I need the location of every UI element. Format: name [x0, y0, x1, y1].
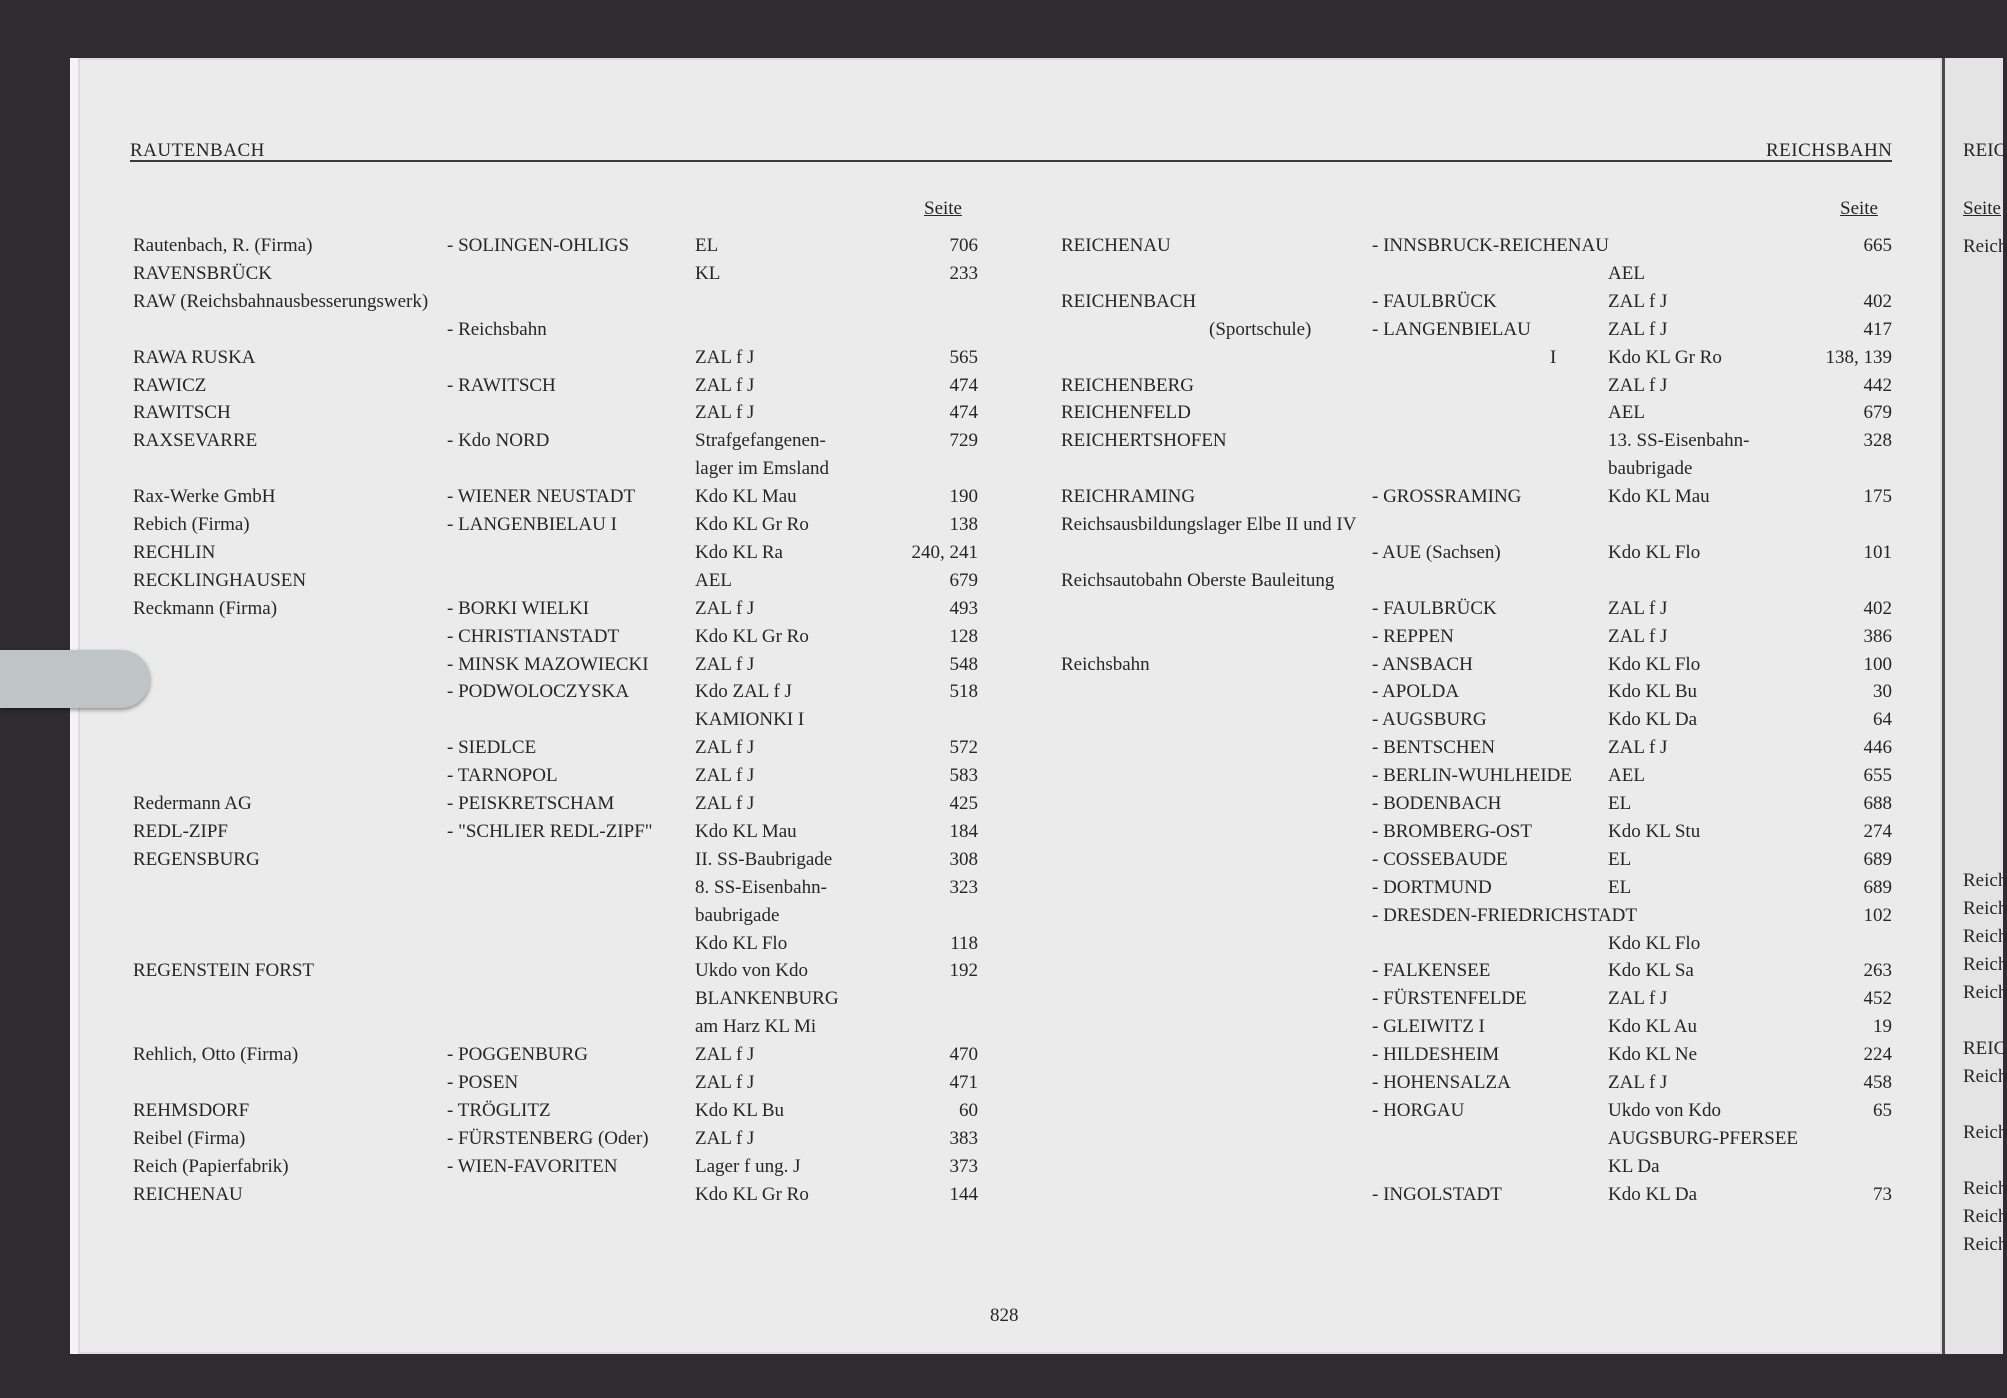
- entry-page: 144: [949, 1184, 978, 1205]
- entry-page: 452: [1863, 988, 1892, 1009]
- right-seite-label: Seite: [1840, 198, 1878, 219]
- entry-page: 518: [949, 681, 978, 702]
- entry-place: - DRESDEN-FRIEDRICHSTADT: [1372, 905, 1638, 926]
- page-number: 828: [990, 1305, 1019, 1326]
- entry-page: 224: [1863, 1044, 1892, 1065]
- running-header-right: REICHSBAHN: [1766, 140, 1893, 161]
- entry-place: - BENTSCHEN: [1372, 737, 1495, 758]
- entry-page: 308: [949, 849, 978, 870]
- entry-type: ZAL f J: [1608, 291, 1668, 312]
- entry-type: Kdo KL Stu: [1608, 821, 1701, 842]
- entry-name: Reibel (Firma): [133, 1128, 246, 1149]
- entry-type: ZAL f J: [695, 1128, 755, 1149]
- next-page-fragment: REIC: [1963, 1038, 2007, 1059]
- page-clip: [0, 650, 150, 708]
- entry-place: - WIEN-FAVORITEN: [447, 1156, 618, 1177]
- entry-place: - LANGENBIELAU: [1372, 319, 1531, 340]
- entry-type: ZAL f J: [695, 765, 755, 786]
- entry-name: Rehlich, Otto (Firma): [133, 1044, 299, 1065]
- next-page-header: REIC: [1963, 140, 2007, 161]
- entry-page: 729: [949, 430, 978, 451]
- next-page-fragment: Reich: [1963, 1206, 2007, 1227]
- entry-type: 8. SS-Eisenbahn-: [695, 877, 827, 898]
- entry-type: EL: [695, 235, 719, 256]
- entry-page: 417: [1863, 319, 1892, 340]
- entry-name: Reckmann (Firma): [133, 598, 278, 619]
- entry-place: - BROMBERG-OST: [1372, 821, 1532, 842]
- entry-type: AUGSBURG-PFERSEE: [1608, 1128, 1799, 1149]
- next-page-fragment: Reich: [1963, 898, 2007, 919]
- entry-type: ZAL f J: [695, 598, 755, 619]
- entry-name: Reich (Papierfabrik): [133, 1156, 289, 1177]
- entry-type: AEL: [1608, 263, 1645, 284]
- entry-name: REICHERTSHOFEN: [1061, 430, 1227, 451]
- entry-place: - SIEDLCE: [447, 737, 537, 758]
- next-page-fragment: Reich: [1963, 870, 2007, 891]
- entry-place: - FALKENSEE: [1372, 960, 1491, 981]
- entry-type: AEL: [1608, 402, 1645, 423]
- entry-type: KL Da: [1608, 1156, 1660, 1177]
- entry-type: Kdo KL Ne: [1608, 1044, 1697, 1065]
- entry-page: 689: [1863, 849, 1892, 870]
- entry-type: ZAL f J: [695, 375, 755, 396]
- next-page-fragment: Reich: [1963, 1234, 2007, 1255]
- entry-page: 30: [1873, 681, 1892, 702]
- entry-type: Kdo KL Sa: [1608, 960, 1694, 981]
- entry-place: - HORGAU: [1372, 1100, 1465, 1121]
- next-page-fragment: Reich: [1963, 1122, 2007, 1143]
- entry-type: Kdo KL Mau: [1608, 486, 1710, 507]
- entry-type: ZAL f J: [1608, 988, 1668, 1009]
- entry-page: 688: [1863, 793, 1892, 814]
- entry-place: - GLEIWITZ I: [1372, 1016, 1485, 1037]
- entry-name: REICHENAU: [133, 1184, 243, 1205]
- entry-page: 328: [1863, 430, 1892, 451]
- entry-name: RECKLINGHAUSEN: [133, 570, 307, 591]
- entry-place: - RAWITSCH: [447, 375, 556, 396]
- entry-type: ZAL f J: [1608, 1072, 1668, 1093]
- next-page-fragment: Reich: [1963, 236, 2007, 257]
- entry-page: 373: [949, 1156, 978, 1177]
- entry-name: REDL-ZIPF: [133, 821, 228, 842]
- entry-page: 655: [1863, 765, 1892, 786]
- entry-place: - ANSBACH: [1372, 654, 1473, 675]
- entry-type: Kdo KL Flo: [695, 933, 788, 954]
- entry-name: REICHENBERG: [1061, 375, 1194, 396]
- entry-type: AEL: [1608, 765, 1645, 786]
- entry-type: ZAL f J: [695, 793, 755, 814]
- entry-page: 471: [949, 1072, 978, 1093]
- entry-type: Kdo KL Mau: [695, 821, 797, 842]
- entry-page: 548: [949, 654, 978, 675]
- left-seite-label: Seite: [924, 198, 962, 219]
- entry-place: - PODWOLOCZYSKA: [447, 681, 630, 702]
- entry-name: REGENSTEIN FORST: [133, 960, 315, 981]
- entry-place: - INGOLSTADT: [1372, 1184, 1502, 1205]
- entry-type: Kdo KL Gr Ro: [695, 626, 809, 647]
- entry-type: ZAL f J: [695, 1072, 755, 1093]
- entry-type: ZAL f J: [1608, 375, 1668, 396]
- entry-name: Rebich (Firma): [133, 514, 250, 535]
- entry-place: - APOLDA: [1372, 681, 1460, 702]
- entry-page: 565: [949, 347, 978, 368]
- entry-place: - Kdo NORD: [447, 430, 550, 451]
- entry-page: 470: [949, 1044, 978, 1065]
- entry-page: 64: [1873, 709, 1892, 730]
- entry-type: Kdo KL Bu: [695, 1100, 785, 1121]
- entry-type: Ukdo von Kdo: [1608, 1100, 1721, 1121]
- entry-place: - PEISKRETSCHAM: [447, 793, 615, 814]
- entry-page: 474: [949, 402, 978, 423]
- entry-type: EL: [1608, 849, 1632, 870]
- next-page-fragment: Reich: [1963, 926, 2007, 947]
- entry-type: Kdo KL Au: [1608, 1016, 1698, 1037]
- entry-page: 100: [1863, 654, 1892, 675]
- entry-type: Kdo KL Mau: [695, 486, 797, 507]
- entry-page: 442: [1863, 375, 1892, 396]
- entry-type: Kdo KL Gr Ro: [695, 514, 809, 535]
- entry-type: baubrigade: [695, 905, 780, 926]
- entry-type: ZAL f J: [1608, 626, 1668, 647]
- entry-page: 138: [949, 514, 978, 535]
- entry-page: 190: [949, 486, 978, 507]
- entry-page: 65: [1873, 1100, 1892, 1121]
- entry-place: I: [1550, 347, 1557, 368]
- running-header-left: RAUTENBACH: [130, 140, 265, 161]
- entry-name: Reichsausbildungslager Elbe II und IV: [1061, 514, 1357, 535]
- entry-type: Kdo KL Bu: [1608, 681, 1698, 702]
- entry-page: 446: [1863, 737, 1892, 758]
- entry-name: REICHENBACH: [1061, 291, 1197, 312]
- entry-page: 175: [1863, 486, 1892, 507]
- entry-page: 19: [1873, 1016, 1892, 1037]
- entry-place: - LANGENBIELAU I: [447, 514, 617, 535]
- entry-place: - INNSBRUCK-REICHENAU: [1372, 235, 1609, 256]
- entry-place: - DORTMUND: [1372, 877, 1492, 898]
- entry-type: ZAL f J: [1608, 598, 1668, 619]
- entry-page: 383: [949, 1128, 978, 1149]
- entry-name: Rautenbach, R. (Firma): [133, 235, 313, 256]
- entry-page: 425: [949, 793, 978, 814]
- entry-type: KAMIONKI I: [695, 709, 805, 730]
- entry-place: - POGGENBURG: [447, 1044, 588, 1065]
- entry-place: - CHRISTIANSTADT: [447, 626, 620, 647]
- entry-place: - TARNOPOL: [447, 765, 558, 786]
- entry-place: - BODENBACH: [1372, 793, 1502, 814]
- entry-name: RAWITSCH: [133, 402, 231, 423]
- entry-place: - HOHENSALZA: [1372, 1072, 1511, 1093]
- entry-place: - MINSK MAZOWIECKI: [447, 654, 649, 675]
- entry-place: - BORKI WIELKI: [447, 598, 590, 619]
- entry-page: 60: [959, 1100, 978, 1121]
- entry-place: - FÜRSTENFELDE: [1372, 988, 1527, 1009]
- entry-page: 118: [950, 933, 978, 954]
- entry-place: - POSEN: [447, 1072, 519, 1093]
- entry-place: - WIENER NEUSTADT: [447, 486, 636, 507]
- entry-page: 458: [1863, 1072, 1892, 1093]
- entry-type: ZAL f J: [1608, 737, 1668, 758]
- entry-name: Reichsautobahn Oberste Bauleitung: [1061, 570, 1335, 591]
- entry-name: REICHENFELD: [1061, 402, 1191, 423]
- entry-type: Kdo KL Da: [1608, 1184, 1697, 1205]
- entry-type: ZAL f J: [695, 654, 755, 675]
- entry-page: 665: [1863, 235, 1892, 256]
- entry-type: Ukdo von Kdo: [695, 960, 808, 981]
- entry-name: REICHRAMING: [1061, 486, 1196, 507]
- next-page-fragment: Reich: [1963, 1066, 2007, 1087]
- entry-page: 679: [949, 570, 978, 591]
- entry-page: 128: [949, 626, 978, 647]
- entry-place: - FAULBRÜCK: [1372, 598, 1497, 619]
- entry-page: 263: [1863, 960, 1892, 981]
- entry-page: 493: [949, 598, 978, 619]
- entry-place: - SOLINGEN-OHLIGS: [447, 235, 630, 256]
- entry-page: 679: [1863, 402, 1892, 423]
- entry-type: ZAL f J: [695, 737, 755, 758]
- entry-place: - REPPEN: [1372, 626, 1454, 647]
- entry-type: Kdo KL Flo: [1608, 654, 1701, 675]
- entry-name: RAXSEVARRE: [133, 430, 258, 451]
- entry-name: Reichsbahn: [1061, 654, 1150, 675]
- entry-place: - GROSSRAMING: [1372, 486, 1522, 507]
- entry-page: 572: [949, 737, 978, 758]
- entry-type: EL: [1608, 877, 1632, 898]
- entry-place: - Reichsbahn: [447, 319, 547, 340]
- entry-type: Strafgefangenen-: [695, 430, 826, 451]
- entry-name: RAW (Reichsbahnausbesserungswerk): [133, 291, 429, 312]
- entry-page: 402: [1863, 291, 1892, 312]
- next-page-fragment: Reich: [1963, 954, 2007, 975]
- entry-name: RAWA RUSKA: [133, 347, 256, 368]
- entry-page: 402: [1863, 598, 1892, 619]
- entry-page: 386: [1863, 626, 1892, 647]
- entry-name: REHMSDORF: [133, 1100, 250, 1121]
- entry-type: Kdo KL Flo: [1608, 933, 1701, 954]
- entry-place: - AUGSBURG: [1372, 709, 1487, 730]
- entry-type: KL: [695, 263, 721, 284]
- entry-place: - FÜRSTENBERG (Oder): [447, 1128, 649, 1149]
- entry-type: ZAL f J: [695, 1044, 755, 1065]
- entry-place: - "SCHLIER REDL-ZIPF": [447, 821, 653, 842]
- entry-page: 583: [949, 765, 978, 786]
- entry-type: 13. SS-Eisenbahn-: [1608, 430, 1750, 451]
- entry-type: ZAL f J: [695, 402, 755, 423]
- entry-page: 192: [949, 960, 978, 981]
- entry-place: - AUE (Sachsen): [1372, 542, 1501, 563]
- entry-page: 101: [1863, 542, 1892, 563]
- entry-type: lager im Emsland: [695, 458, 830, 479]
- next-page-fragment: Reich: [1963, 1178, 2007, 1199]
- entry-type: II. SS-Baubrigade: [695, 849, 833, 870]
- entry-name: RAVENSBRÜCK: [133, 263, 273, 284]
- entry-type: ZAL f J: [1608, 319, 1668, 340]
- entry-place: - HILDESHEIM: [1372, 1044, 1500, 1065]
- entry-place: - COSSEBAUDE: [1372, 849, 1508, 870]
- entry-name: REICHENAU: [1061, 235, 1171, 256]
- entry-name: Rax-Werke GmbH: [133, 486, 276, 507]
- entry-type: Kdo ZAL f J: [695, 681, 792, 702]
- entry-page: 240, 241: [911, 542, 978, 563]
- entry-type: Kdo KL Ra: [695, 542, 783, 563]
- entry-place: - FAULBRÜCK: [1372, 291, 1497, 312]
- entry-type: BLANKENBURG: [695, 988, 839, 1009]
- entry-place: - BERLIN-WUHLHEIDE: [1372, 765, 1572, 786]
- entry-type: AEL: [695, 570, 732, 591]
- entry-type: baubrigade: [1608, 458, 1693, 479]
- entry-type: EL: [1608, 793, 1632, 814]
- entry-name: RECHLIN: [133, 542, 216, 563]
- entry-page: 233: [949, 263, 978, 284]
- entry-type: Kdo KL Da: [1608, 709, 1697, 730]
- entry-type: Kdo KL Gr Ro: [695, 1184, 809, 1205]
- entry-name: RAWICZ: [133, 375, 207, 396]
- entry-type: ZAL f J: [695, 347, 755, 368]
- entry-place: - TRÖGLITZ: [447, 1100, 551, 1121]
- next-page-fragment: Reich: [1963, 982, 2007, 1003]
- entry-name: Redermann AG: [133, 793, 252, 814]
- entry-type: Kdo KL Gr Ro: [1608, 347, 1722, 368]
- next-page-seite: Seite: [1963, 198, 2001, 219]
- entry-page: 474: [949, 375, 978, 396]
- entry-page: 689: [1863, 877, 1892, 898]
- entry-type: Lager f ung. J: [695, 1156, 801, 1177]
- entry-page: 73: [1873, 1184, 1892, 1205]
- entry-type: Kdo KL Flo: [1608, 542, 1701, 563]
- entry-page: 184: [949, 821, 978, 842]
- entry-type: am Harz KL Mi: [695, 1016, 817, 1037]
- entry-page: 102: [1863, 905, 1892, 926]
- entry-name: REGENSBURG: [133, 849, 260, 870]
- entry-page: 274: [1863, 821, 1892, 842]
- entry-page: 706: [949, 235, 978, 256]
- entry-name: (Sportschule): [1209, 319, 1312, 340]
- entry-page: 138, 139: [1825, 347, 1892, 368]
- entry-page: 323: [949, 877, 978, 898]
